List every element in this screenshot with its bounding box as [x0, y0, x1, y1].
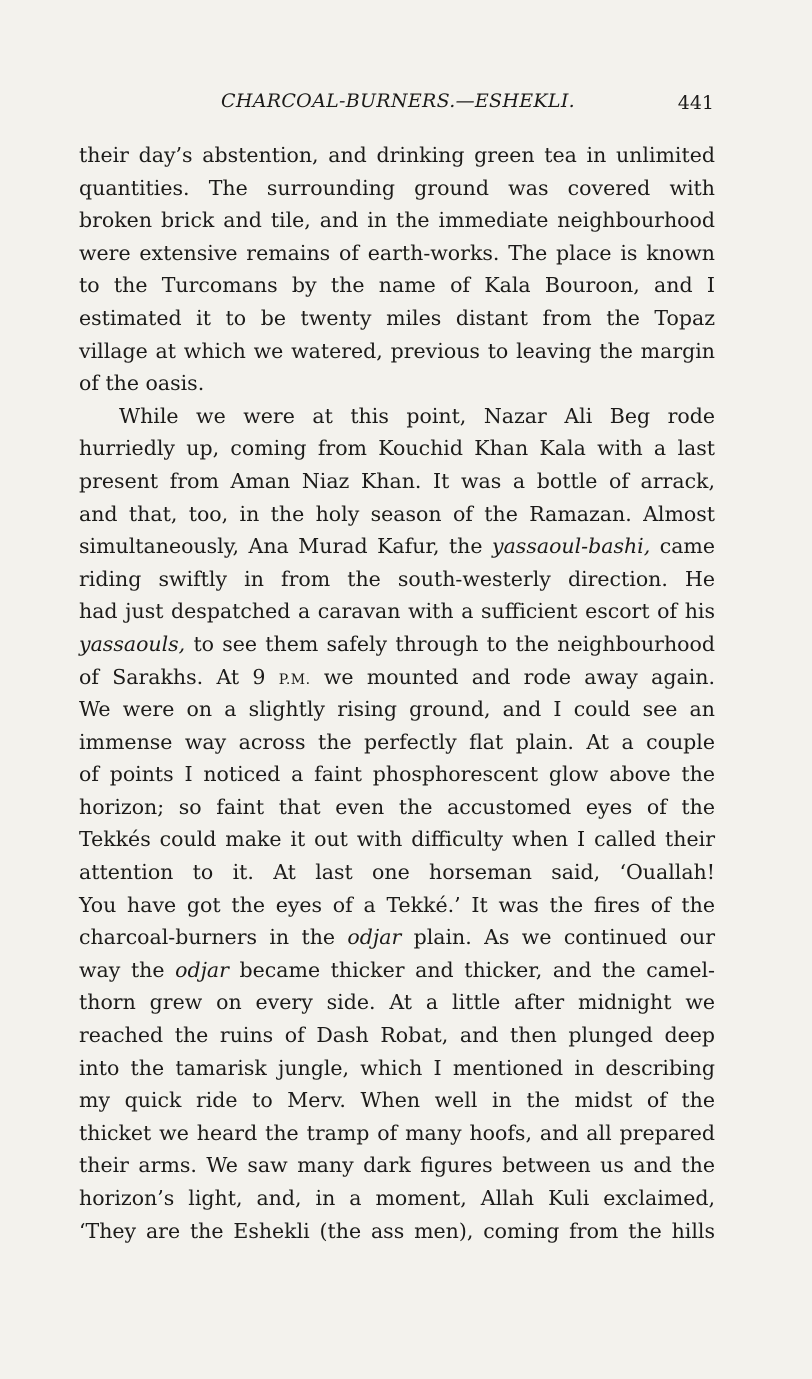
text-segment: plain. As we continued our [401, 925, 715, 950]
body-text [79, 139, 715, 1247]
text-line: their day’s abstention, and drinking green tea in unlimited [79, 143, 715, 167]
text-line: present from Aman Niaz Khan. It was a bottle of arrack, [79, 468, 715, 493]
text-line: We were on a slightly rising ground, and I could see an [79, 697, 715, 722]
text-line: thicket we heard the tramp of many hoofs, and all prepared [79, 1120, 715, 1145]
text-line: village at which we watered, previous to leaving the margin [79, 338, 715, 363]
text-line: of the oasis. [79, 371, 205, 396]
text-line: While we were at this point, Nazar Ali Beg rode [119, 403, 715, 428]
text-segment: way the [79, 957, 176, 982]
text-line: estimated it to be twenty miles distant from the Topaz [79, 305, 715, 330]
text-line: into the tamarisk jungle, which I mentioned in describing [79, 1055, 715, 1080]
text-line: and that, too, in the holy season of the Ramazan. Almost [79, 501, 715, 526]
text-line: broken brick and tile, and in the immediate neighbourhood [79, 208, 715, 233]
text-line: had just despatched a caravan with a sufficient escort of his [79, 599, 715, 624]
page-number: 441 [677, 92, 714, 114]
text-segment: came [650, 534, 715, 559]
italic-term: odjar [347, 925, 402, 950]
text-segment: we mounted and rode away again. [310, 664, 715, 689]
text-segment: of Sarakhs. At 9 [79, 664, 279, 689]
italic-term: yassaouls, [79, 631, 186, 656]
text-line: were extensive remains of earth-works. The place is known [79, 240, 715, 265]
italic-term: yassaoul-bashi, [492, 534, 651, 559]
text-line: horizon’s light, and, in a moment, Allah Kuli exclaimed, [79, 1186, 715, 1210]
text-line: hurriedly up, coming from Kouchid Khan Kala with a last [79, 436, 715, 461]
text-line: riding swiftly in from the south-westerly direction. He [79, 566, 715, 591]
text-line: reached the ruins of Dash Robat, and then plunged deep [79, 1023, 715, 1048]
small-caps-time: P.M. [278, 671, 311, 688]
text-line: Tekkés could make it out with difficulty when I called their [79, 827, 715, 852]
text-segment: simultaneously, Ana Murad Kafur, the [79, 534, 492, 559]
text-line: quantities. The surrounding ground was covered with [79, 175, 715, 200]
text-line [79, 954, 715, 987]
text-line [79, 661, 715, 694]
running-head [78, 88, 718, 118]
text-segment: became thicker and thicker, and the camel- [228, 957, 715, 982]
text-line: to the Turcomans by the name of Kala Bouroon, and I [79, 273, 715, 298]
running-title: CHARCOAL-BURNERS.—ESHEKLI. [221, 90, 575, 112]
text-line: horizon; so faint that even the accustomed eyes of the [79, 794, 715, 819]
text-line [79, 921, 715, 954]
text-line: of points I noticed a faint phosphorescent glow above the [79, 762, 715, 787]
text-line [79, 628, 715, 661]
text-line: attention to it. At last one horseman said, ‘Ouallah! [79, 860, 715, 885]
text-segment: to see them safely through to the neighbourhood [185, 631, 715, 656]
text-line: my quick ride to Merv. When well in the midst of the [79, 1088, 715, 1113]
text-line: thorn grew on every side. At a little after midnight we [79, 990, 715, 1015]
text-line: their arms. We saw many dark figures between us and the [79, 1153, 715, 1178]
text-segment: charcoal-burners in the [79, 925, 348, 950]
text-line: You have got the eyes of a Tekké.’ It was the fires of the [79, 892, 715, 917]
text-line: immense way across the perfectly flat plain. At a couple [79, 729, 715, 754]
italic-term: odjar [175, 957, 229, 982]
text-line [79, 530, 715, 563]
text-line: ‘They are the Eshekli (the ass men), coming from the hills [79, 1218, 715, 1243]
